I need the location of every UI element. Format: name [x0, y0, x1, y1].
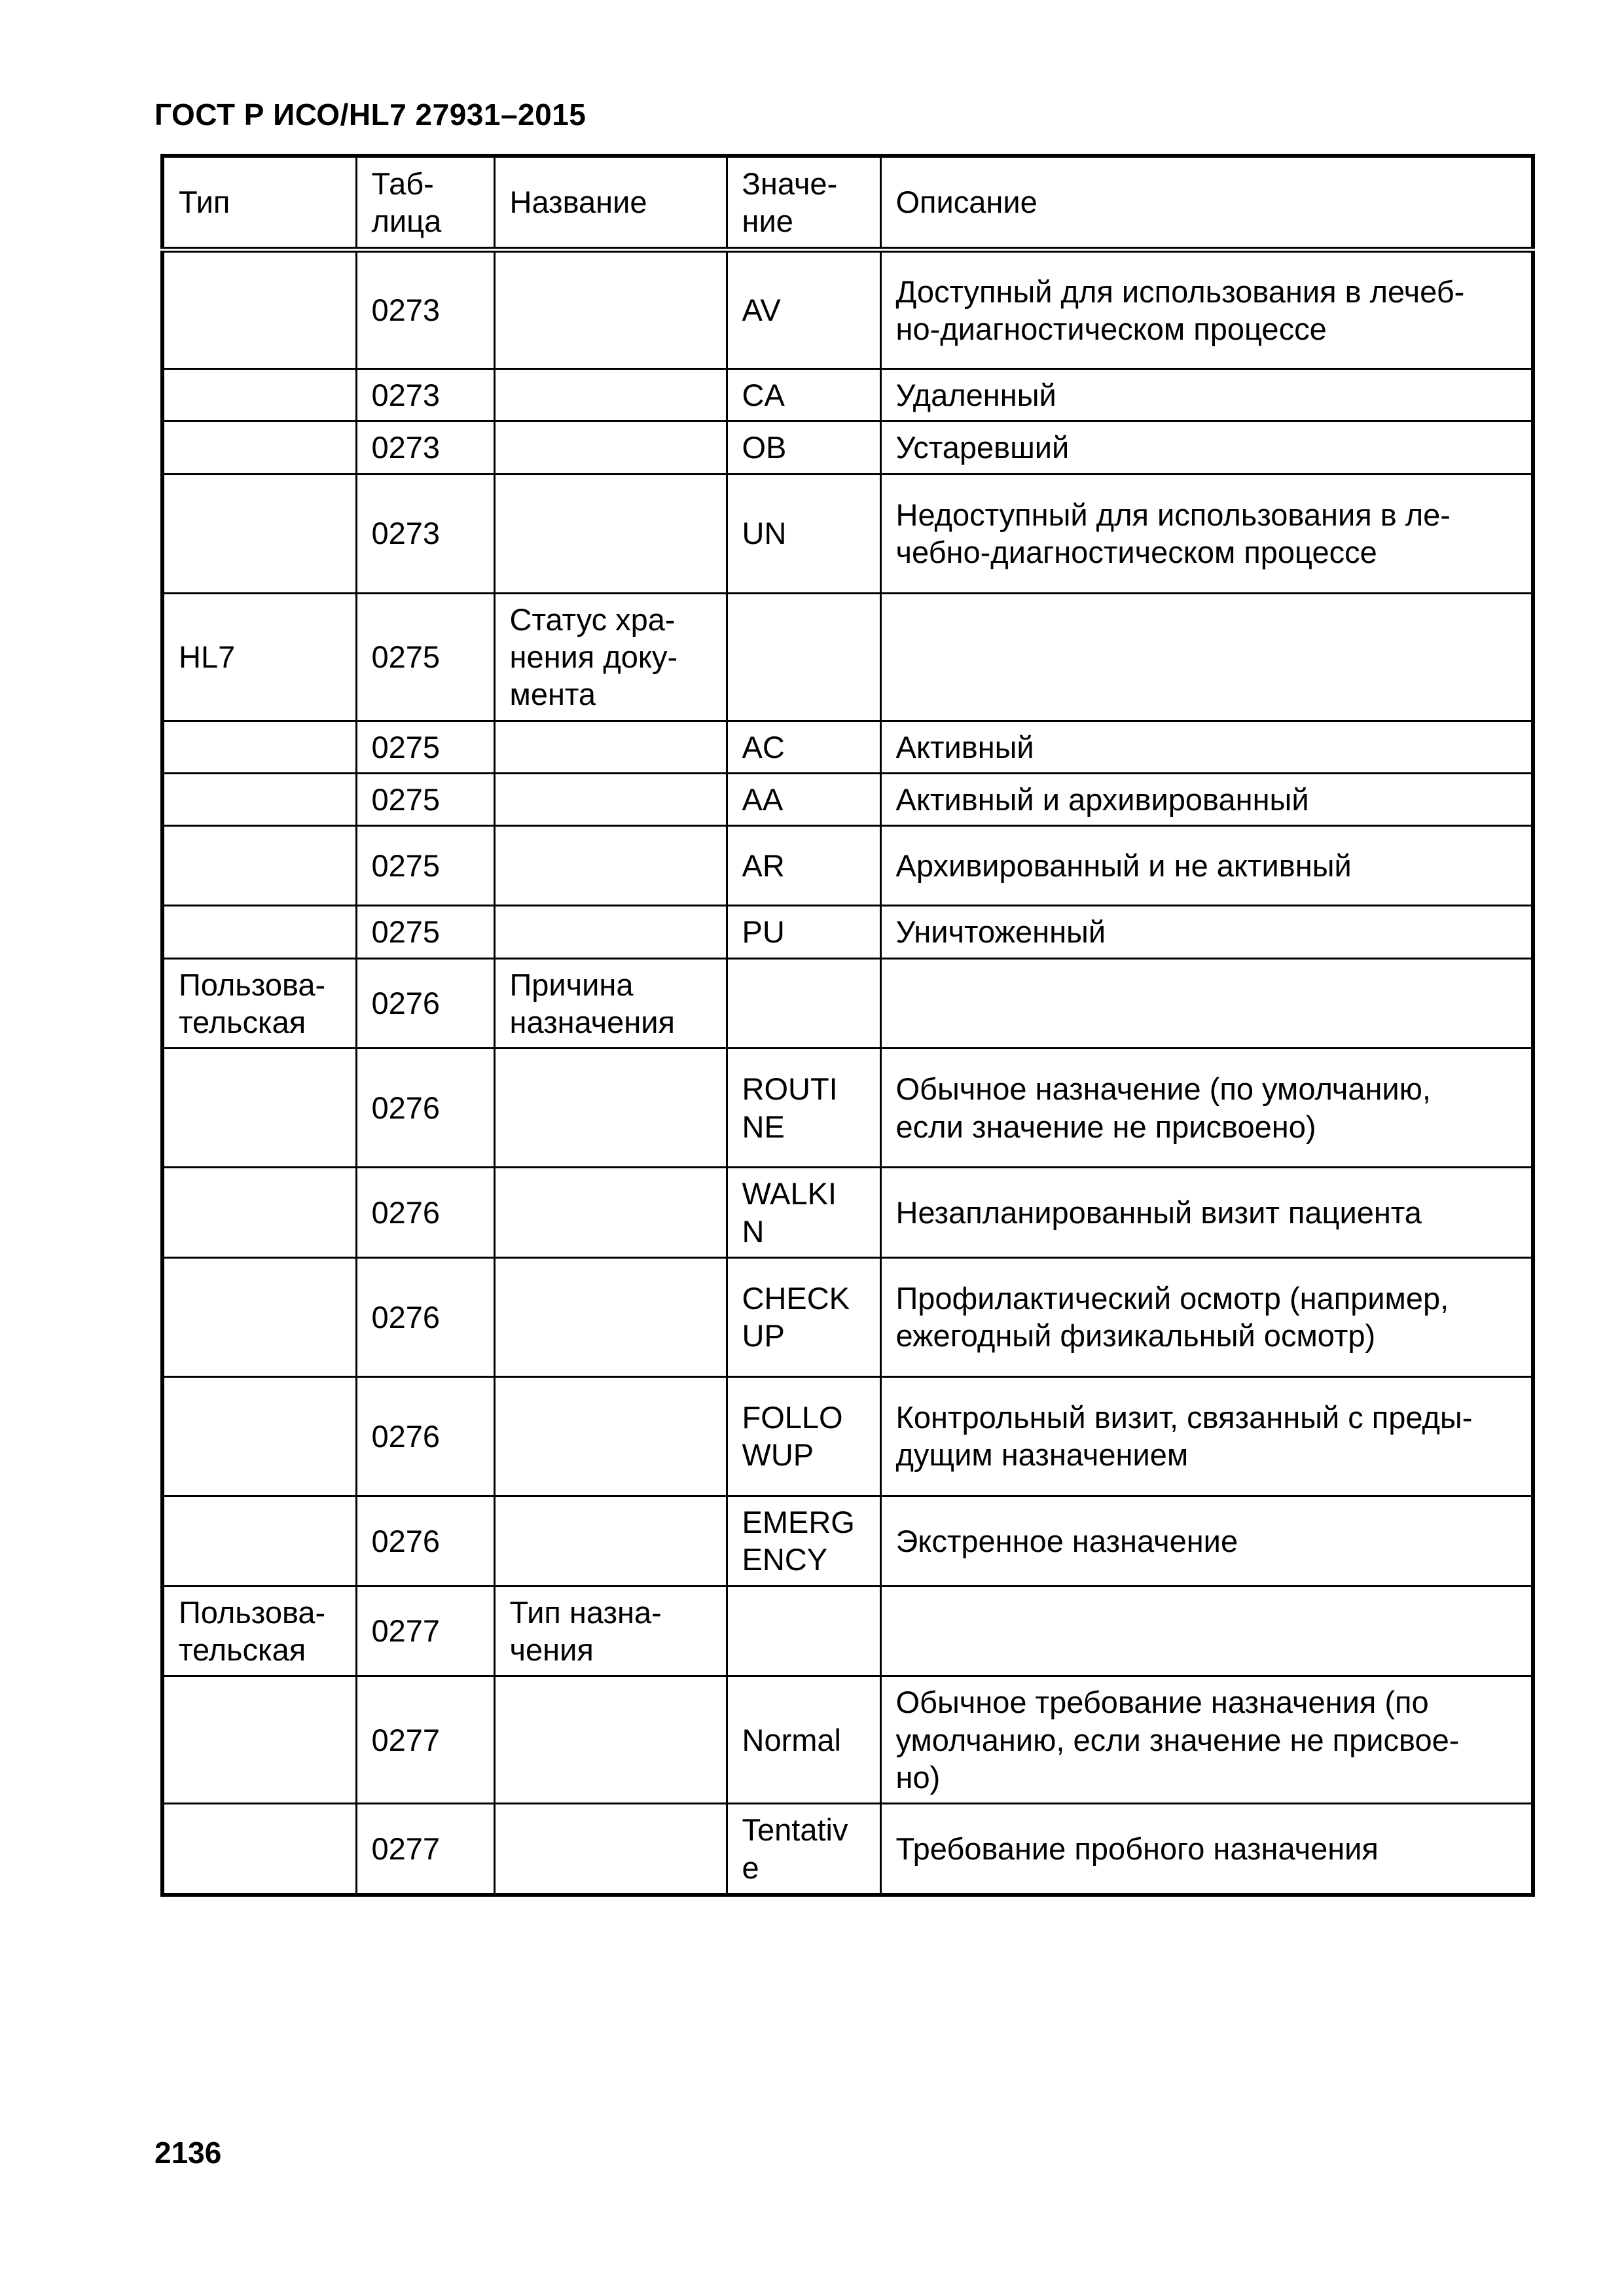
cell-table-number: 0275	[356, 593, 494, 721]
cell-name	[494, 1257, 727, 1376]
cell-table-number: 0273	[356, 369, 494, 422]
table-row	[162, 1586, 1533, 1676]
cell-name	[494, 1804, 727, 1895]
cell-type	[162, 721, 356, 773]
cell-description: Недоступный для использования в ле- чебно-диагностическом процессе	[880, 474, 1533, 593]
cell-value: UN	[727, 474, 880, 593]
cell-value: Normal	[727, 1676, 880, 1804]
table-row	[162, 1168, 1533, 1258]
cell-value: OB	[727, 422, 880, 474]
table-row	[162, 1257, 1533, 1376]
cell-type	[162, 1676, 356, 1804]
table-row	[162, 593, 1533, 721]
cell-description: Обычное требование назначения (по умолчанию, если значение не присвое- но)	[880, 1676, 1533, 1804]
cell-table-number: 0275	[356, 721, 494, 773]
cell-table-number: 0276	[356, 1376, 494, 1496]
cell-table-number: 0277	[356, 1804, 494, 1895]
cell-table-number: 0275	[356, 826, 494, 906]
cell-type: HL7	[162, 593, 356, 721]
cell-description: Удаленный	[880, 369, 1533, 422]
cell-description: Активный и архивированный	[880, 773, 1533, 825]
cell-name	[494, 1676, 727, 1804]
cell-description: Профилактический осмотр (например, ежегодный физикальный осмотр)	[880, 1257, 1533, 1376]
column-header-name: Название	[494, 156, 727, 250]
cell-description: Требование пробного назначения	[880, 1804, 1533, 1895]
cell-value: FOLLO WUP	[727, 1376, 880, 1496]
cell-type	[162, 250, 356, 369]
cell-name: Причина назначения	[494, 958, 727, 1049]
cell-name: Тип назна- чения	[494, 1586, 727, 1676]
cell-description	[880, 958, 1533, 1049]
table-row	[162, 1676, 1533, 1804]
cell-type	[162, 422, 356, 474]
cell-name	[494, 250, 727, 369]
cell-name	[494, 1049, 727, 1168]
table-row	[162, 721, 1533, 773]
document-header: ГОСТ Р ИСО/HL7 27931–2015	[154, 98, 586, 132]
table-row	[162, 1049, 1533, 1168]
table-row	[162, 773, 1533, 825]
cell-type	[162, 1257, 356, 1376]
table-row	[162, 369, 1533, 422]
cell-value: AV	[727, 250, 880, 369]
cell-value: CA	[727, 369, 880, 422]
cell-type: Пользова- тельская	[162, 1586, 356, 1676]
cell-name	[494, 1376, 727, 1496]
cell-type	[162, 1804, 356, 1895]
cell-description: Уничтоженный	[880, 906, 1533, 958]
table-row	[162, 1804, 1533, 1895]
cell-value: EMERG ENCY	[727, 1496, 880, 1586]
code-table	[160, 154, 1535, 1897]
cell-name	[494, 1168, 727, 1258]
table-row	[162, 1496, 1533, 1586]
cell-type	[162, 474, 356, 593]
cell-name	[494, 773, 727, 825]
cell-description: Незапланированный визит пациента	[880, 1168, 1533, 1258]
cell-table-number: 0276	[356, 1496, 494, 1586]
cell-name	[494, 1496, 727, 1586]
cell-name	[494, 422, 727, 474]
cell-type	[162, 773, 356, 825]
cell-value: CHECK UP	[727, 1257, 880, 1376]
cell-table-number: 0277	[356, 1676, 494, 1804]
cell-description: Архивированный и не активный	[880, 826, 1533, 906]
cell-value: AA	[727, 773, 880, 825]
page-number: 2136	[154, 2136, 222, 2170]
cell-description: Обычное назначение (по умолчанию, если значение не присвоено)	[880, 1049, 1533, 1168]
cell-name: Статус хра- нения доку- мента	[494, 593, 727, 721]
cell-description	[880, 1586, 1533, 1676]
cell-type	[162, 1168, 356, 1258]
cell-table-number: 0276	[356, 1257, 494, 1376]
table-body	[162, 250, 1533, 1895]
cell-name	[494, 826, 727, 906]
cell-description: Активный	[880, 721, 1533, 773]
cell-type	[162, 1049, 356, 1168]
cell-name	[494, 369, 727, 422]
cell-type	[162, 1376, 356, 1496]
cell-description: Доступный для использования в лечеб- но-диагностическом процессе	[880, 250, 1533, 369]
cell-table-number: 0273	[356, 422, 494, 474]
table-row	[162, 250, 1533, 369]
cell-description: Устаревший	[880, 422, 1533, 474]
cell-value	[727, 1586, 880, 1676]
cell-description: Контрольный визит, связанный с преды- дущим назначением	[880, 1376, 1533, 1496]
cell-value	[727, 958, 880, 1049]
cell-table-number: 0276	[356, 958, 494, 1049]
cell-name	[494, 721, 727, 773]
table-row	[162, 958, 1533, 1049]
cell-table-number: 0276	[356, 1168, 494, 1258]
cell-type	[162, 369, 356, 422]
cell-value: ROUTI NE	[727, 1049, 880, 1168]
table-header-row	[162, 156, 1533, 250]
cell-table-number: 0277	[356, 1586, 494, 1676]
cell-value: Tentativ e	[727, 1804, 880, 1895]
cell-value	[727, 593, 880, 721]
cell-type	[162, 1496, 356, 1586]
cell-table-number: 0273	[356, 474, 494, 593]
cell-name	[494, 474, 727, 593]
table-row	[162, 1376, 1533, 1496]
column-header-type: Тип	[162, 156, 356, 250]
cell-description: Экстренное назначение	[880, 1496, 1533, 1586]
column-header-table: Таб- лица	[356, 156, 494, 250]
cell-description	[880, 593, 1533, 721]
column-header-value: Значе- ние	[727, 156, 880, 250]
cell-table-number: 0276	[356, 1049, 494, 1168]
table-row	[162, 422, 1533, 474]
cell-name	[494, 906, 727, 958]
column-header-description: Описание	[880, 156, 1533, 250]
cell-table-number: 0273	[356, 250, 494, 369]
cell-table-number: 0275	[356, 906, 494, 958]
table-row	[162, 826, 1533, 906]
cell-type	[162, 826, 356, 906]
cell-table-number: 0275	[356, 773, 494, 825]
cell-type: Пользова- тельская	[162, 958, 356, 1049]
cell-value: AR	[727, 826, 880, 906]
cell-value: AC	[727, 721, 880, 773]
table-row	[162, 906, 1533, 958]
cell-value: PU	[727, 906, 880, 958]
table-row	[162, 474, 1533, 593]
cell-type	[162, 906, 356, 958]
cell-value: WALKI N	[727, 1168, 880, 1258]
